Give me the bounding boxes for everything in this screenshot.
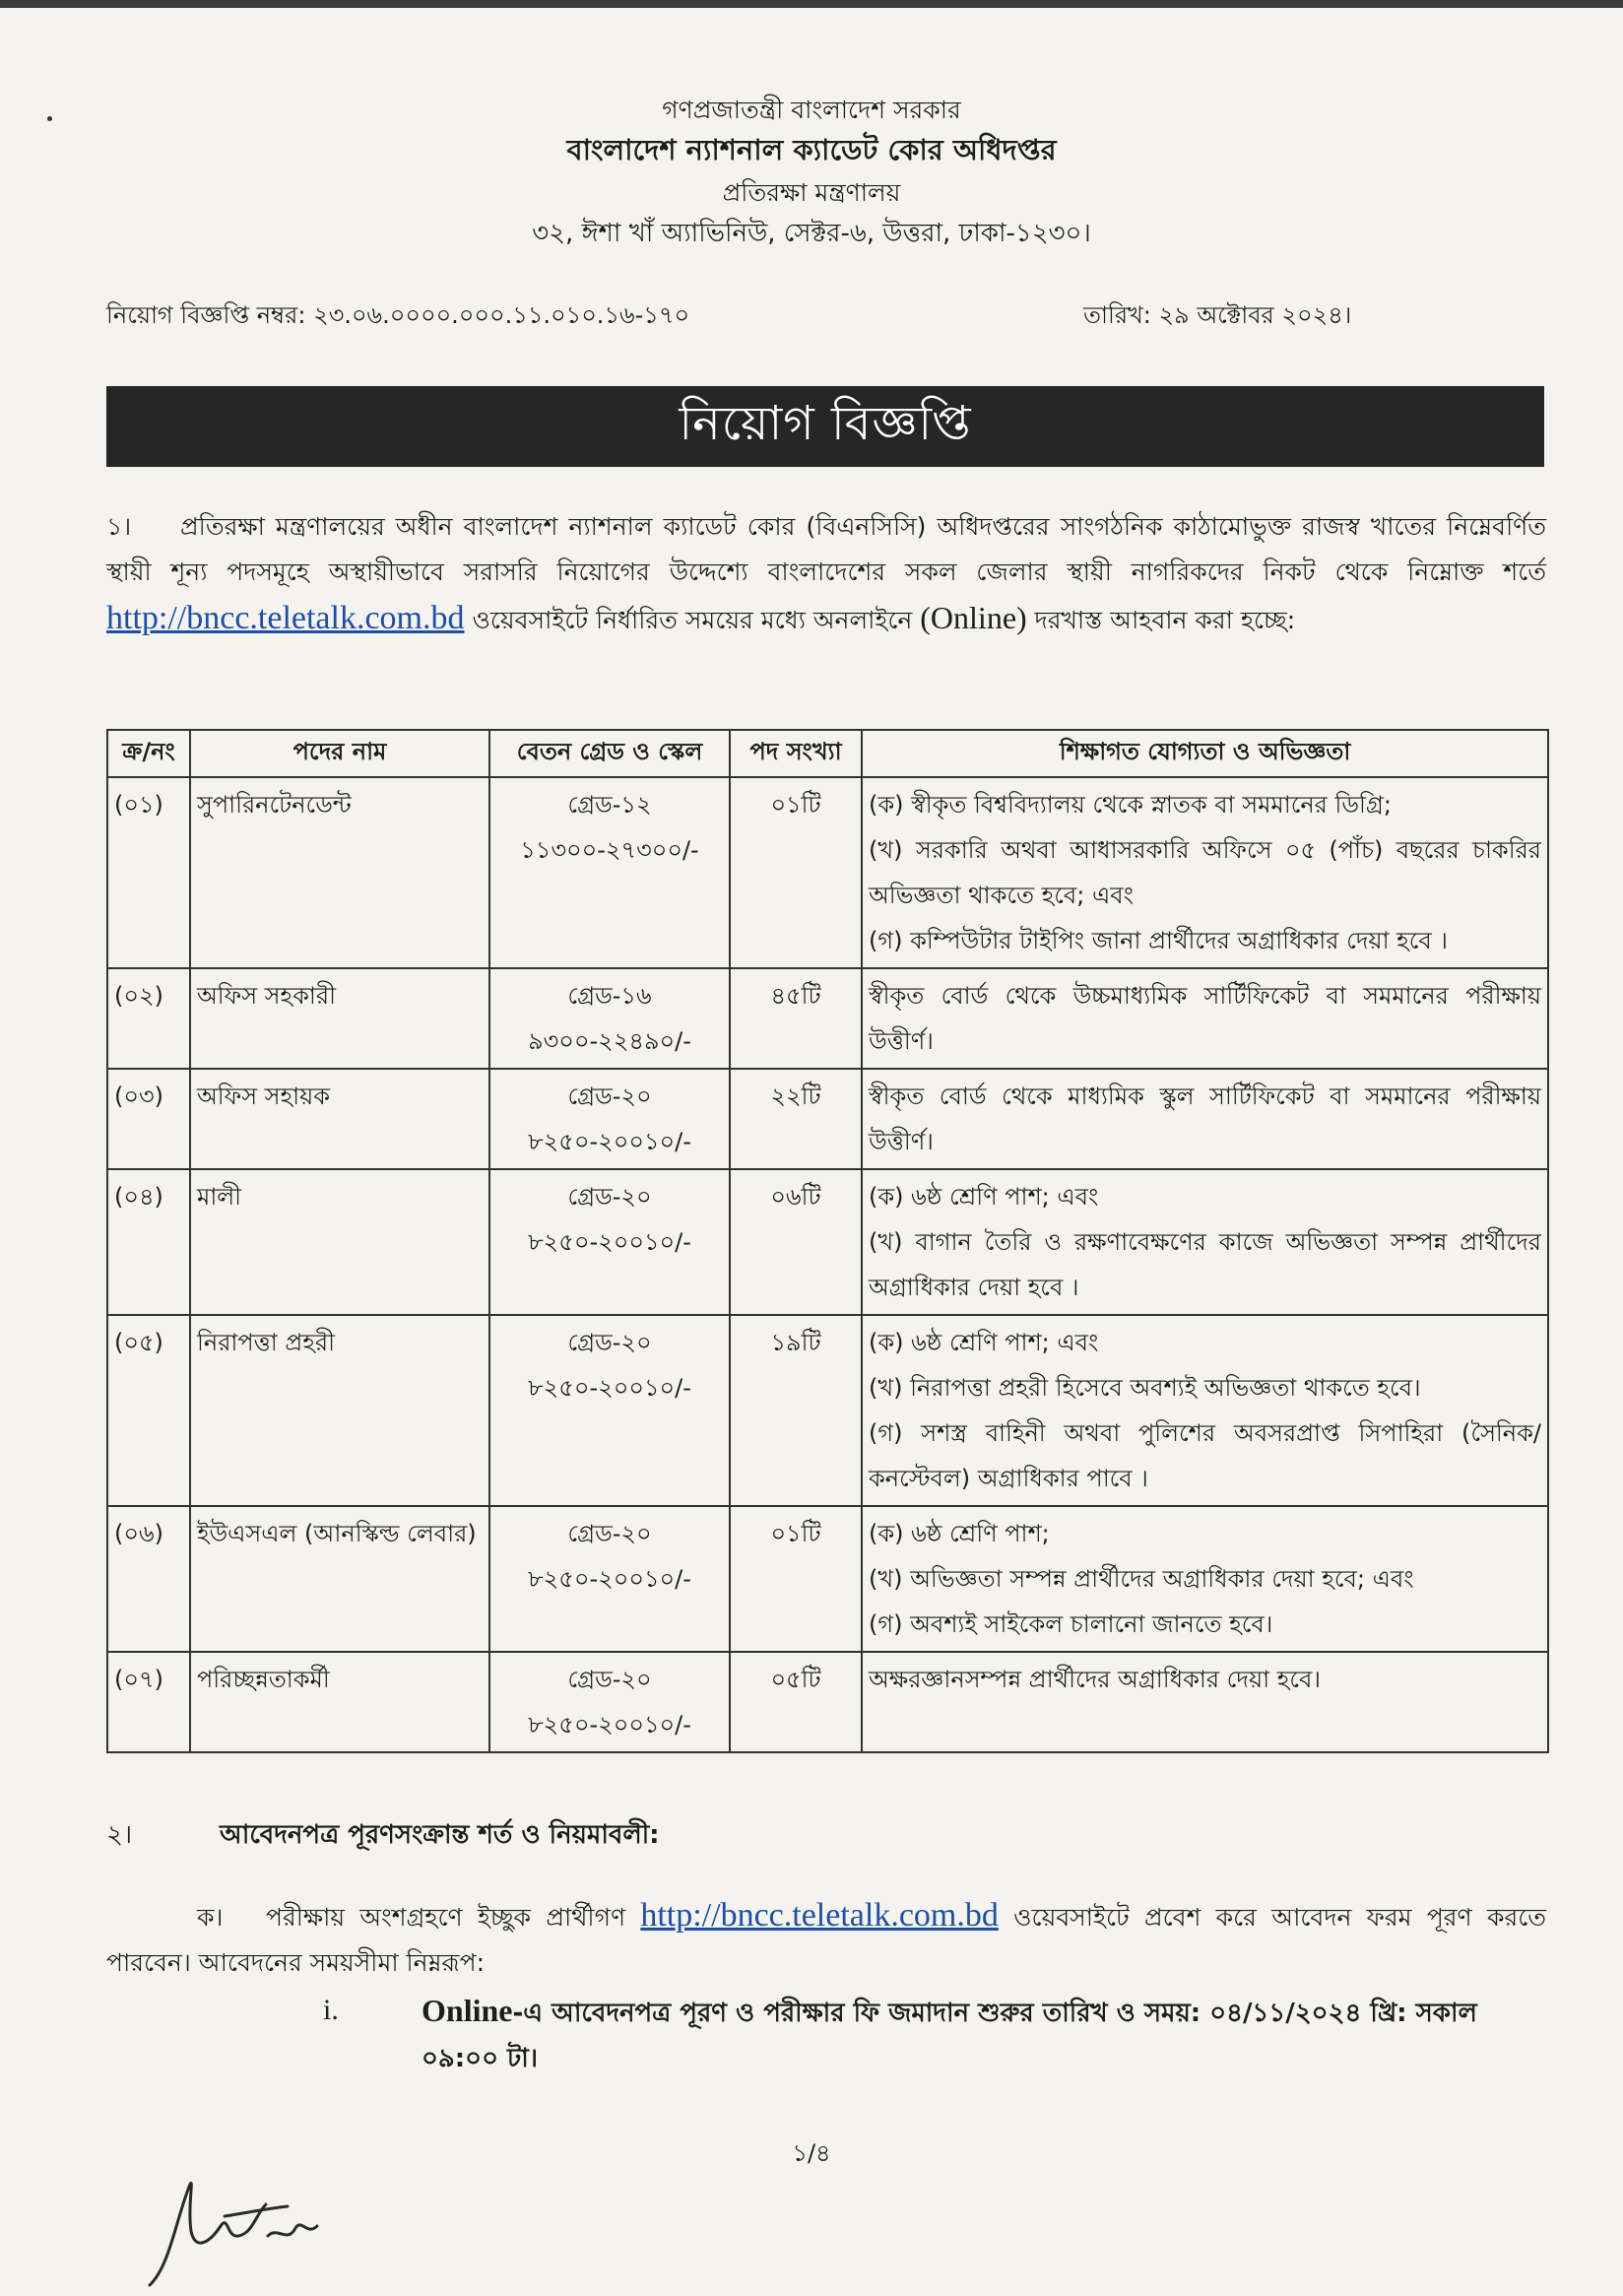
cell-post-count: ০১টি [730, 777, 862, 968]
table-row [107, 1506, 1548, 1652]
cell-qualifications [862, 1069, 1548, 1169]
cell-post-name: নিরাপত্তা প্রহরী [190, 1315, 489, 1506]
item-i-online-word: Online [422, 1993, 513, 2028]
cell-post-name: ইউএসএল (আনস্কিল্ড লেবার) [190, 1506, 489, 1652]
cell-grade-scale [489, 968, 730, 1069]
pay-scale: ৮২৫০-২০০১০/- [528, 1565, 691, 1593]
table-body [107, 777, 1548, 1752]
cell-post-name: মালী [190, 1169, 489, 1315]
item-ka-label: ক। [197, 1903, 224, 1932]
section-1-text-a: প্রতিরক্ষা মন্ত্রণালয়ের অধীন বাংলাদেশ ন্যাশনাল ক্যাডেট কোর (বিএনসিসি) অধিদপ্তরের সাংগঠনিক কাঠামোভুক্ত রাজস্ব খাতের নিম্নেবর্ণিত স্থায়ী শূন্য পদসমূহে অস্থায়ীভাবে সরাসরি নিয়োগের উদ্দেশ্যে বাংলাদেশের সকল জেলার স্থায়ী নাগরিকদের নিকট থেকে নিম্নোক্ত শর্তে [106, 512, 1546, 586]
cell-post-count: ০৫টি [730, 1652, 862, 1752]
notice-date: তারিখ: ২৯ অক্টোবর ২০২৪। [1083, 301, 1352, 329]
qualification-line: (খ) সরকারি অথবা আধাসরকারি অফিসে ০৫ (পাঁচ) বছরের চাকরির অভিজ্ঞতা থাকতে হবে; এবং [869, 836, 1541, 909]
section-1-text-b: ওয়েবসাইটে নির্ধারিত সময়ের মধ্যে অনলাইনে [472, 606, 913, 634]
scan-edge [0, 0, 1623, 8]
column-header-grade: বেতন গ্রেড ও স্কেল [489, 730, 730, 777]
cell-qualifications [862, 1506, 1548, 1652]
section-1-number: ১। [106, 512, 132, 541]
cell-grade-scale [489, 1652, 730, 1752]
cell-grade-scale [489, 1169, 730, 1315]
qualification-line: (গ) সশস্ত্র বাহিনী অথবা পুলিশের অবসরপ্রাপ্ত সিপাহিরা (সৈনিক/কনস্টেবল) অগ্রাধিকার পাবে । [869, 1419, 1541, 1492]
qualification-line: স্বীকৃত বোর্ড থেকে উচ্চমাধ্যমিক সার্টিফিকেট বা সমমানের পরীক্ষায় উত্তীর্ণ। [869, 982, 1541, 1055]
cell-serial: (০৪) [107, 1169, 190, 1315]
cell-qualifications [862, 968, 1548, 1069]
cell-serial: (০৭) [107, 1652, 190, 1752]
table-row [107, 1315, 1548, 1506]
item-ka-text-a: পরীক্ষায় অংশগ্রহণে ইচ্ছুক প্রার্থীগণ [266, 1903, 626, 1932]
qualification-line: অক্ষরজ্ঞানসম্পন্ন প্রার্থীদের অগ্রাধিকার দেয়া হবে। [869, 1666, 1321, 1693]
cell-post-count: ০৬টি [730, 1169, 862, 1315]
grade-label: গ্রেড-১৬ [567, 982, 652, 1010]
qualification-line: (গ) অবশ্যই সাইকেল চালানো জানতে হবে। [869, 1610, 1273, 1638]
vacancy-table [106, 729, 1549, 1753]
cell-qualifications [862, 777, 1548, 968]
item-i-label: i. [323, 1994, 339, 2026]
pay-scale: ৮২৫০-২০০১০/- [528, 1228, 691, 1256]
bncc-website-link[interactable]: http://bncc.teletalk.com.bd [106, 600, 465, 636]
qualification-line: (ক) ৬ষ্ঠ শ্রেণি পাশ; এবং [869, 1329, 1099, 1356]
signature-icon [130, 2157, 386, 2295]
bncc-website-link-2[interactable]: http://bncc.teletalk.com.bd [640, 1897, 999, 1934]
section-2-title: আবেদনপত্র পূরণসংক্রান্ত শর্ত ও নিয়মাবলী: [220, 1820, 660, 1850]
cell-grade-scale [489, 1506, 730, 1652]
table-row [107, 968, 1548, 1069]
grade-label: গ্রেড-২০ [567, 1183, 652, 1211]
section-1-paragraph [106, 504, 1546, 643]
cell-post-name: সুপারিনটেনডেন্ট [190, 777, 489, 968]
cell-post-count: ০১টি [730, 1506, 862, 1652]
online-word: (Online) [920, 600, 1027, 635]
cell-grade-scale [489, 1315, 730, 1506]
cell-grade-scale [489, 777, 730, 968]
table-row [107, 1169, 1548, 1315]
cell-post-count: ৪৫টি [730, 968, 862, 1069]
cell-grade-scale [489, 1069, 730, 1169]
pay-scale: ৮২৫০-২০০১০/- [528, 1711, 691, 1738]
cell-post-name: পরিচ্ছন্নতাকর্মী [190, 1652, 489, 1752]
table-row [107, 777, 1548, 968]
pay-scale: ৮২৫০-২০০১০/- [528, 1374, 691, 1402]
qualification-line: (খ) নিরাপত্তা প্রহরী হিসেবে অবশ্যই অভিজ্ঞতা থাকতে হবে। [869, 1374, 1421, 1402]
cell-qualifications [862, 1652, 1548, 1752]
cell-serial: (০৩) [107, 1069, 190, 1169]
notice-title-banner [106, 386, 1544, 467]
cell-post-name: অফিস সহায়ক [190, 1069, 489, 1169]
header-government: গণপ্রজাতন্ত্রী বাংলাদেশ সরকার [662, 96, 961, 124]
pay-scale: ১১৩০০-২৭৩০০/- [520, 836, 699, 864]
cell-serial: (০৬) [107, 1506, 190, 1652]
qualification-line: (ক) ৬ষ্ঠ শ্রেণি পাশ; [869, 1520, 1050, 1547]
qualification-line: স্বীকৃত বোর্ড থেকে মাধ্যমিক স্কুল সার্টিফিকেট বা সমমানের পরীক্ষায় উত্তীর্ণ। [869, 1082, 1541, 1155]
table-header-row [107, 730, 1548, 777]
item-ka-text-b: ওয়েবসাইটে প্রবেশ করে আবেদন ফরম পূরণ করতে পারবেন। আবেদনের সময়সীমা নিম্নরূপ: [106, 1903, 1546, 1977]
cell-post-count: ১৯টি [730, 1315, 862, 1506]
grade-label: গ্রেড-১২ [567, 791, 652, 819]
section-2-number: ২। [106, 1820, 133, 1850]
column-header-serial: ক্র/নং [107, 730, 190, 777]
cell-qualifications [862, 1169, 1548, 1315]
grade-label: গ্রেড-২০ [567, 1082, 652, 1110]
qualification-line: (খ) বাগান তৈরি ও রক্ষণাবেক্ষণের কাজে অভিজ্ঞতা সম্পন্ন প্রার্থীদের অগ্রাধিকার দেয়া হবে । [869, 1228, 1541, 1301]
grade-label: গ্রেড-২০ [567, 1666, 652, 1693]
cell-serial: (০৫) [107, 1315, 190, 1506]
header-directorate: বাংলাদেশ ন্যাশনাল ক্যাডেট কোর অধিদপ্তর [566, 133, 1057, 166]
section-1-text-c: দরখাস্ত আহবান করা হচ্ছে: [1034, 606, 1296, 634]
column-header-count: পদ সংখ্যা [730, 730, 862, 777]
pay-scale: ৯৩০০-২২৪৯০/- [528, 1027, 691, 1055]
cell-serial: (০১) [107, 777, 190, 968]
section-2-item-ka [106, 1893, 1546, 1986]
header-ministry: প্রতিরক্ষা মন্ত্রণালয় [722, 178, 901, 207]
cell-serial: (০২) [107, 968, 190, 1069]
section-2-item-i [323, 1988, 1544, 2081]
notice-reference-number: নিয়োগ বিজ্ঞপ্তি নম্বর: ২৩.০৬.০০০০.০০০.১১.০১০.১৬-১৭০ [106, 301, 690, 329]
table-row [107, 1069, 1548, 1169]
pay-scale: ৮২৫০-২০০১০/- [528, 1128, 691, 1155]
cell-qualifications [862, 1315, 1548, 1506]
cell-post-name: অফিস সহকারী [190, 968, 489, 1069]
page-number: ১/৪ [792, 2139, 831, 2167]
grade-label: গ্রেড-২০ [567, 1329, 652, 1356]
qualification-line: (ক) স্বীকৃত বিশ্ববিদ্যালয় থেকে স্নাতক বা সমমানের ডিগ্রি; [869, 791, 1392, 819]
qualification-line: (ক) ৬ষ্ঠ শ্রেণি পাশ; এবং [869, 1183, 1099, 1211]
column-header-post: পদের নাম [190, 730, 489, 777]
qualification-line: (খ) অভিজ্ঞতা সম্পন্ন প্রার্থীদের অগ্রাধিকার দেয়া হবে; এবং [869, 1565, 1414, 1593]
grade-label: গ্রেড-২০ [567, 1520, 652, 1547]
notice-title: নিয়োগ বিজ্ঞপ্তি [679, 395, 972, 451]
table-row [107, 1652, 1548, 1752]
section-2-heading [106, 1814, 660, 1858]
header-address: ৩২, ঈশা খাঁ অ্যাভিনিউ, সেক্টর-৬, উত্তরা, ঢাকা-১২৩০। [532, 219, 1091, 248]
column-header-qualification: শিক্ষাগত যোগ্যতা ও অভিজ্ঞতা [862, 730, 1548, 777]
qualification-line: (গ) কম্পিউটার টাইপিং জানা প্রার্থীদের অগ্রাধিকার দেয়া হবে । [869, 927, 1448, 954]
cell-post-count: ২২টি [730, 1069, 862, 1169]
item-i-text: -এ আবেদনপত্র পূরণ ও পরীক্ষার ফি জমাদান শুরুর তারিখ ও সময়: ০৪/১১/২০২৪ খ্রি: সকাল ০৯:০০ টা। [422, 1999, 1477, 2073]
